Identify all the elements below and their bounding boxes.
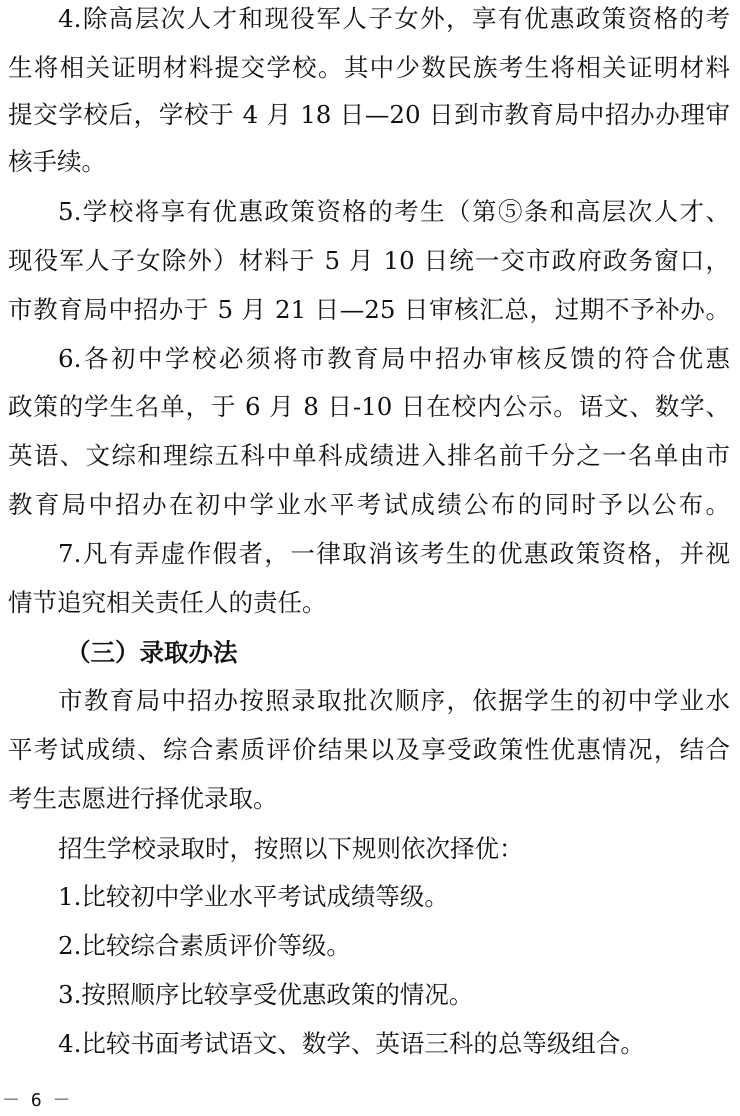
paragraph-5-line-1: 5.学校将享有优惠政策资格的考生（第⑤条和高层次人才、: [58, 197, 730, 226]
rule-item-3: 3.按照顺序比较享受优惠政策的情况。: [58, 980, 474, 1009]
paragraph-6-line-3: 英语、文综和理综五科中单科成绩进入排名前千分之一名单由市: [8, 441, 730, 470]
rule-item-1: 1.比较初中学业水平考试成绩等级。: [58, 882, 449, 911]
paragraph-5-line-2: 现役军人子女除外）材料于 5 月 10 日统一交市政府政务窗口，: [8, 246, 730, 275]
paragraph-4-line-3: 提交学校后，学校于 4 月 18 日—20 日到市教育局中招办办理审: [8, 100, 730, 129]
rule-item-2: 2.比较综合素质评价等级。: [58, 931, 351, 960]
admission-paragraph-line-2: 平考试成绩、综合素质评价结果以及享受政策性优惠情况，结合: [8, 735, 730, 764]
paragraph-4-line-1: 4.除高层次人才和现役军人子女外，享有优惠政策资格的考: [58, 4, 730, 33]
paragraph-6-line-2: 政策的学生名单，于 6 月 8 日-10 日在校内公示。语文、数学、: [8, 392, 730, 421]
section-heading: （三）录取办法: [66, 638, 238, 667]
paragraph-7-line-1: 7.凡有弄虚作假者，一律取消该考生的优惠政策资格，并视: [58, 539, 730, 568]
page-number: － 6 －: [2, 1090, 71, 1111]
admission-paragraph-line-3: 考生志愿进行择优录取。: [8, 784, 278, 813]
admission-paragraph-line-1: 市教育局中招办按照录取批次顺序，依据学生的初中学业水: [58, 686, 730, 715]
paragraph-5-line-3: 市教育局中招办于 5 月 21 日—25 日审核汇总，过期不予补办。: [8, 295, 730, 324]
paragraph-4-line-4: 核手续。: [8, 147, 106, 176]
paragraph-7-line-2: 情节追究相关责任人的责任。: [8, 588, 327, 617]
paragraph-6-line-1: 6.各初中学校必须将市教育局中招办审核反馈的符合优惠: [58, 344, 730, 373]
rule-item-4: 4.比较书面考试语文、数学、英语三科的总等级组合。: [58, 1029, 645, 1058]
paragraph-4-line-2: 生将相关证明材料提交学校。其中少数民族考生将相关证明材料: [8, 53, 730, 82]
rules-intro: 招生学校录取时，按照以下规则依次择优：: [58, 834, 524, 863]
paragraph-6-line-4: 教育局中招办在初中学业水平考试成绩公布的同时予以公布。: [8, 490, 730, 519]
